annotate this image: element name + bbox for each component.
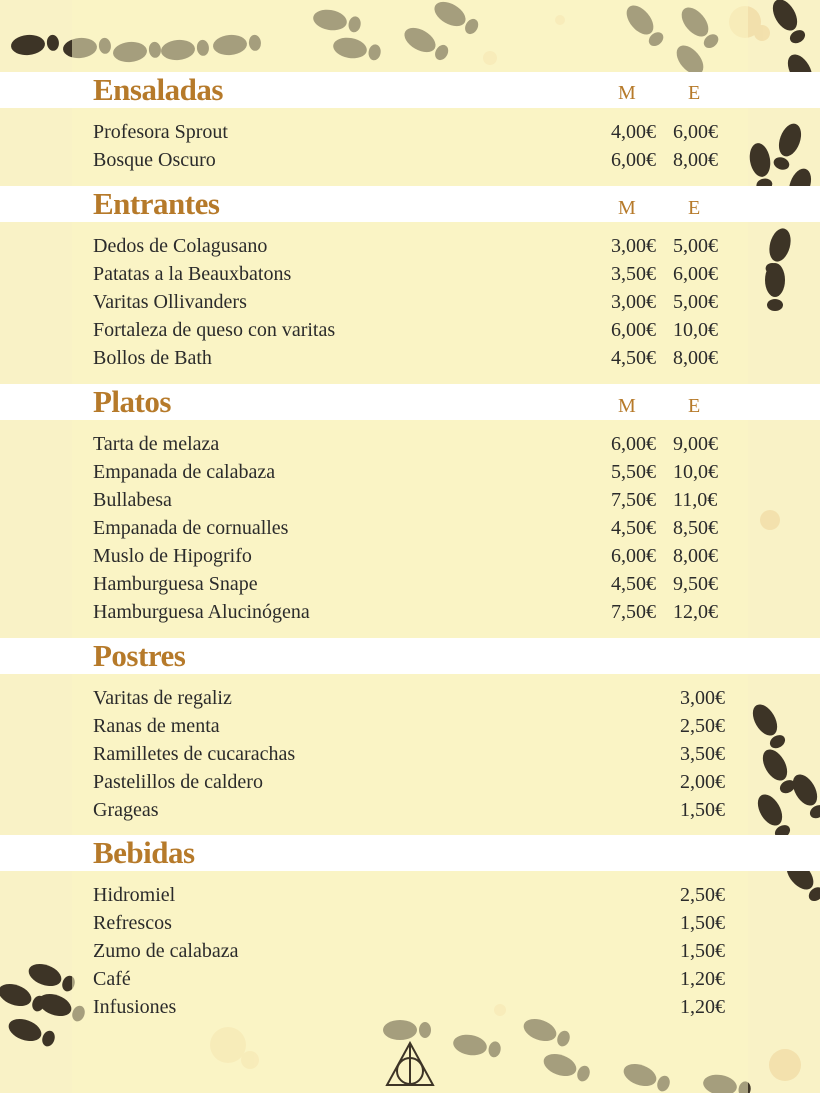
- price-e: 10,0€: [673, 461, 718, 483]
- price-m: 3,00€: [611, 291, 656, 313]
- item-name: Empanada de calabaza: [93, 461, 276, 483]
- column-header-m: M: [618, 82, 636, 104]
- menu-item: [93, 573, 733, 601]
- item-name: Varitas Ollivanders: [93, 291, 247, 313]
- price: 1,20€: [680, 968, 725, 990]
- menu-item: [93, 545, 733, 573]
- menu-item: [93, 996, 733, 1024]
- item-name: Tarta de melaza: [93, 433, 220, 455]
- section-title: Platos: [93, 384, 171, 419]
- menu-item: [93, 263, 733, 291]
- price: 2,50€: [680, 715, 725, 737]
- price: 2,50€: [680, 884, 725, 906]
- item-name: Grageas: [93, 799, 159, 821]
- item-name: Bosque Oscuro: [93, 149, 216, 171]
- price-e: 9,00€: [673, 433, 718, 455]
- item-name: Infusiones: [93, 996, 177, 1018]
- item-name: Empanada de cornualles: [93, 517, 289, 539]
- menu-item: [93, 771, 733, 799]
- section-title: Entrantes: [93, 186, 220, 221]
- menu-item: [93, 291, 733, 319]
- item-name: Zumo de calabaza: [93, 940, 239, 962]
- price-e: 6,00€: [673, 121, 718, 143]
- price-m: 6,00€: [611, 149, 656, 171]
- menu-item: [93, 687, 733, 715]
- menu-item: [93, 319, 733, 347]
- price-m: 4,00€: [611, 121, 656, 143]
- price-e: 10,0€: [673, 319, 718, 341]
- menu-item: [93, 121, 733, 149]
- item-name: Hidromiel: [93, 884, 176, 906]
- price-m: 4,50€: [611, 517, 656, 539]
- menu-item: [93, 347, 733, 375]
- price-e: 11,0€: [673, 489, 718, 511]
- menu-item: [93, 433, 733, 461]
- item-name: Refrescos: [93, 912, 172, 934]
- item-name: Muslo de Hipogrifo: [93, 545, 252, 567]
- price: 1,20€: [680, 996, 725, 1018]
- price-e: 5,00€: [673, 235, 718, 257]
- price-m: 6,00€: [611, 545, 656, 567]
- deathly-hallows-icon: [384, 1041, 436, 1087]
- menu-item: [93, 461, 733, 489]
- price-m: 7,50€: [611, 601, 656, 623]
- menu-item: [93, 912, 733, 940]
- price: 2,00€: [680, 771, 725, 793]
- price-e: 5,00€: [673, 291, 718, 313]
- menu-item: [93, 884, 733, 912]
- price: 3,00€: [680, 687, 725, 709]
- item-name: Ramilletes de cucarachas: [93, 743, 296, 765]
- price: 3,50€: [680, 743, 725, 765]
- price-m: 3,00€: [611, 235, 656, 257]
- menu-item: [93, 235, 733, 263]
- price-m: 6,00€: [611, 319, 656, 341]
- column-header-m: M: [618, 197, 636, 219]
- price-e: 6,00€: [673, 263, 718, 285]
- price-m: 5,50€: [611, 461, 656, 483]
- item-name: Fortaleza de queso con varitas: [93, 319, 336, 341]
- menu-item: [93, 968, 733, 996]
- price-e: 12,0€: [673, 601, 718, 623]
- menu-item: [93, 489, 733, 517]
- column-header-e: E: [688, 197, 701, 219]
- section-title: Bebidas: [93, 835, 195, 870]
- price-e: 8,00€: [673, 347, 718, 369]
- price-e: 8,00€: [673, 545, 718, 567]
- menu-item: [93, 517, 733, 545]
- item-name: Profesora Sprout: [93, 121, 228, 143]
- price-m: 4,50€: [611, 573, 656, 595]
- price-e: 8,00€: [673, 149, 718, 171]
- column-header-e: E: [688, 395, 701, 417]
- item-name: Bullabesa: [93, 489, 172, 511]
- menu-item: [93, 743, 733, 771]
- price-e: 8,50€: [673, 517, 718, 539]
- item-name: Varitas de regaliz: [93, 687, 232, 709]
- price: 1,50€: [680, 799, 725, 821]
- price-m: 7,50€: [611, 489, 656, 511]
- item-name: Hamburguesa Snape: [93, 573, 258, 595]
- item-name: Café: [93, 968, 131, 990]
- price: 1,50€: [680, 940, 725, 962]
- item-name: Ranas de menta: [93, 715, 220, 737]
- item-name: Bollos de Bath: [93, 347, 212, 369]
- menu-item: [93, 601, 733, 629]
- menu-item: [93, 799, 733, 827]
- section-title: Ensaladas: [93, 72, 223, 107]
- column-header-e: E: [688, 82, 701, 104]
- column-header-m: M: [618, 395, 636, 417]
- menu-item: [93, 715, 733, 743]
- price-m: 3,50€: [611, 263, 656, 285]
- price-m: 6,00€: [611, 433, 656, 455]
- price-m: 4,50€: [611, 347, 656, 369]
- section-title: Postres: [93, 638, 186, 673]
- item-name: Hamburguesa Alucinógena: [93, 601, 310, 623]
- price: 1,50€: [680, 912, 725, 934]
- price-e: 9,50€: [673, 573, 718, 595]
- item-name: Dedos de Colagusano: [93, 235, 268, 257]
- menu-item: [93, 149, 733, 177]
- item-name: Pastelillos de caldero: [93, 771, 263, 793]
- menu-item: [93, 940, 733, 968]
- item-name: Patatas a la Beauxbatons: [93, 263, 292, 285]
